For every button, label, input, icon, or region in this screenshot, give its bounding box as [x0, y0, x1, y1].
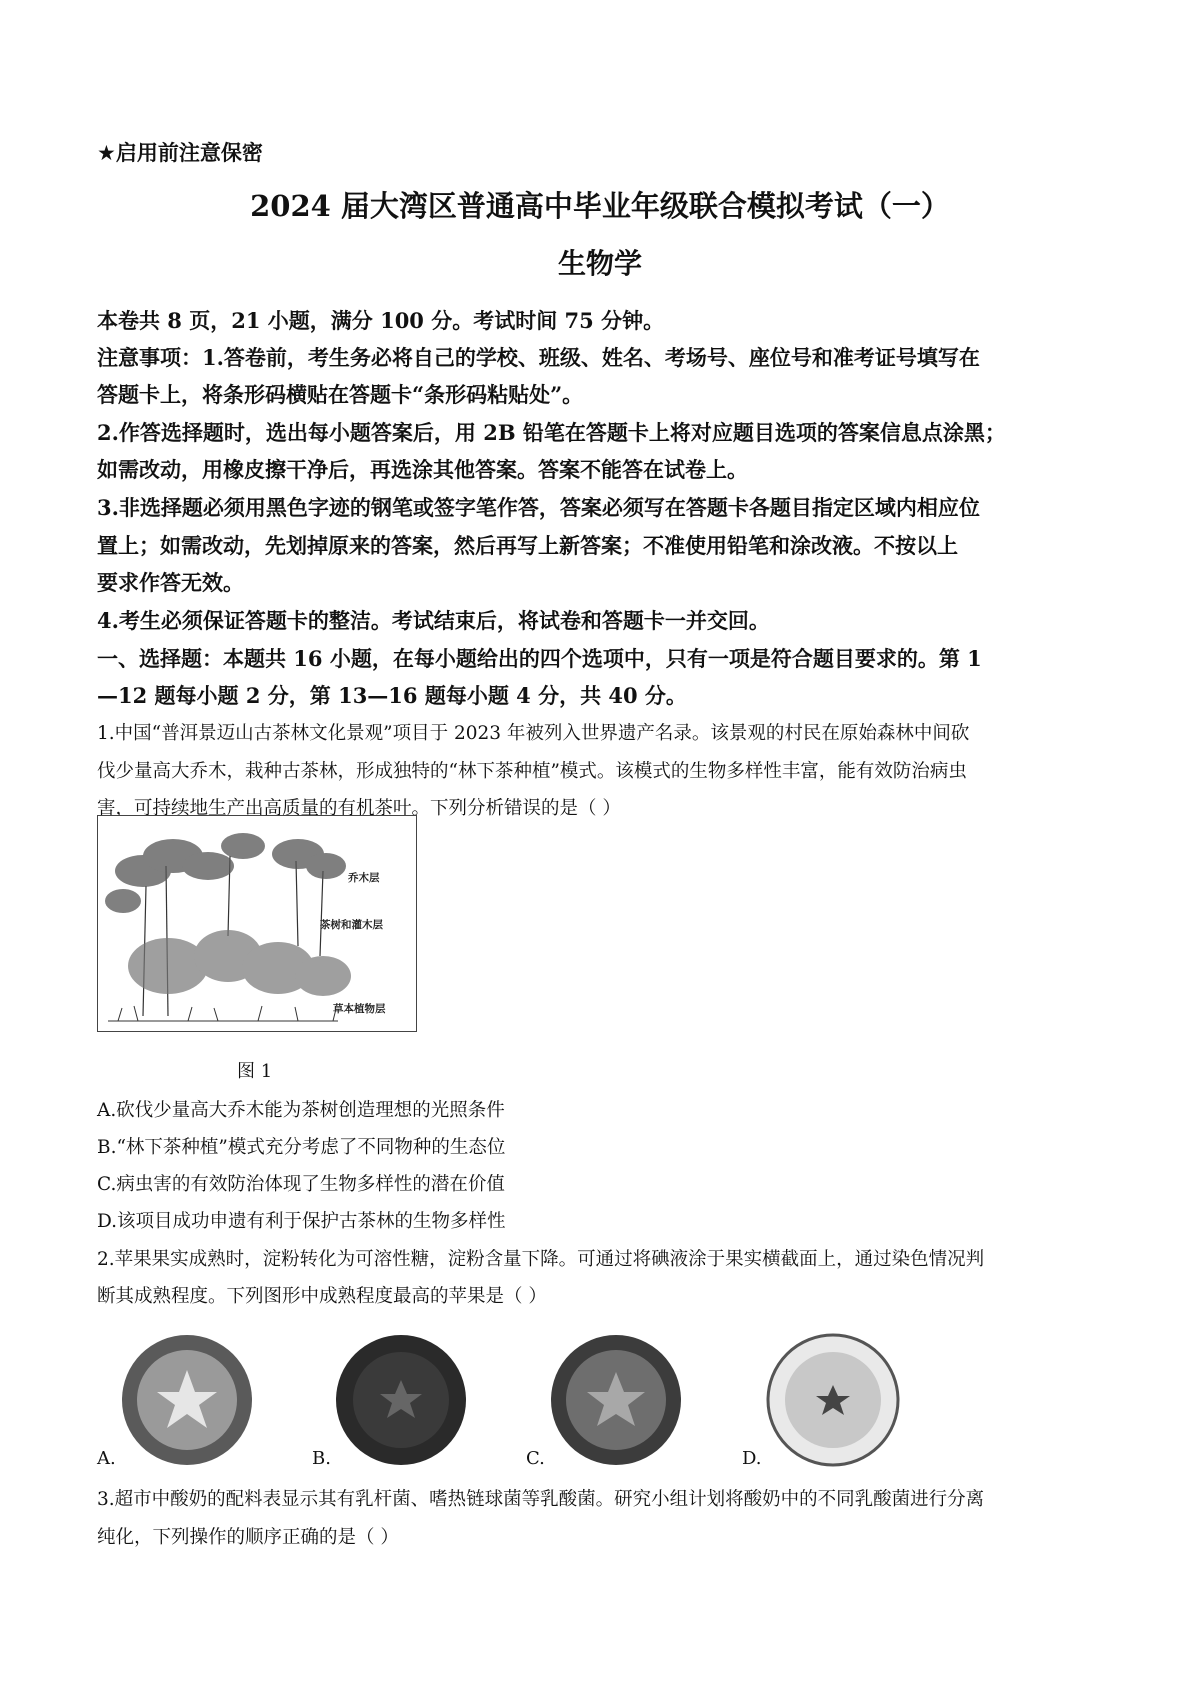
apple-d-image	[763, 1330, 903, 1470]
layer-label-herb: 草本植物层	[333, 1003, 386, 1015]
apple-c-image	[546, 1330, 686, 1470]
figure-1-caption: 图 1	[237, 1061, 273, 1082]
apple-label-b: B.	[312, 1448, 331, 1469]
notice-line: 2.作答选择题时，选出每小题答案后，用 2B 铅笔在答题卡上将对应题目选项的答案信息点涂黑；	[97, 420, 1006, 445]
apple-label-d: D.	[742, 1448, 762, 1469]
question-1-stem: 害，可持续地生产出高质量的有机茶叶。下列分析错误的是（ ）	[97, 798, 621, 819]
notice-line: 答题卡上，将条形码横贴在答题卡“条形码粘贴处”。	[97, 382, 584, 407]
exam-info: 本卷共 8 页，21 小题，满分 100 分。考试时间 75 分钟。	[97, 308, 665, 333]
section-heading: 一、选择题：本题共 16 小题，在每小题给出的四个选项中，只有一项是符合题目要求的。第 1	[97, 646, 982, 671]
apple-b-image	[331, 1330, 471, 1470]
option-a: A.砍伐少量高大乔木能为茶树创造理想的光照条件	[97, 1100, 505, 1121]
question-2-stem: 断其成熟程度。下列图形中成熟程度最高的苹果是（ ）	[97, 1286, 547, 1307]
notice-line: 如需改动，用橡皮擦干净后，再选涂其他答案。答案不能答在试卷上。	[97, 457, 748, 482]
section-heading: —12 题每小题 2 分，第 13—16 题每小题 4 分，共 40 分。	[97, 683, 687, 708]
option-c: C.病虫害的有效防治体现了生物多样性的潜在价值	[97, 1174, 505, 1195]
question-2-stem: 2.苹果果实成熟时，淀粉转化为可溶性糖，淀粉含量下降。可通过将碘液涂于果实横截面上，通过染色情况判	[97, 1249, 985, 1270]
confidential-notice: ★启用前注意保密	[97, 141, 263, 165]
layer-label-tree: 乔木层	[348, 872, 380, 884]
notice-line: 要求作答无效。	[97, 570, 244, 595]
notice-line: 注意事项：1.答卷前，考生务必将自己的学校、班级、姓名、考场号、座位号和准考证号填写在	[97, 345, 980, 370]
option-d: D.该项目成功申遗有利于保护古茶林的生物多样性	[97, 1211, 506, 1232]
notice-line: 3.非选择题必须用黑色字迹的钢笔或签字笔作答，答案必须写在答题卡各题目指定区域内相应位	[97, 495, 980, 520]
question-3-stem: 3.超市中酸奶的配料表显示其有乳杆菌、嗜热链球菌等乳酸菌。研究小组计划将酸奶中的不同乳酸菌进行分离	[97, 1489, 985, 1510]
question-3-stem: 纯化，下列操作的顺序正确的是（ ）	[97, 1527, 399, 1548]
option-b: B.“林下茶种植”模式充分考虑了不同物种的生态位	[97, 1137, 506, 1158]
question-1-stem: 伐少量高大乔木，栽种古茶林，形成独特的“林下茶种植”模式。该模式的生物多样性丰富，能有效防治病虫	[97, 761, 967, 782]
question-1-stem: 1.中国“普洱景迈山古茶林文化景观”项目于 2023 年被列入世界遗产名录。该景观的村民在原始森林中间砍	[97, 723, 970, 744]
notice-line: 4.考生必须保证答题卡的整洁。考试结束后，将试卷和答题卡一并交回。	[97, 608, 770, 633]
exam-title: 2024 届大湾区普通高中毕业年级联合模拟考试（一）	[250, 189, 950, 223]
apple-label-c: C.	[526, 1448, 545, 1469]
notice-line: 置上；如需改动，先划掉原来的答案，然后再写上新答案；不准使用铅笔和涂改液。不按以上	[97, 533, 958, 558]
layer-label-shrub: 茶树和灌木层	[320, 919, 383, 931]
subject-title: 生物学	[557, 247, 642, 280]
forest-layers-figure	[97, 815, 417, 1032]
apple-label-a: A.	[97, 1448, 116, 1469]
apple-a-image	[117, 1330, 257, 1470]
